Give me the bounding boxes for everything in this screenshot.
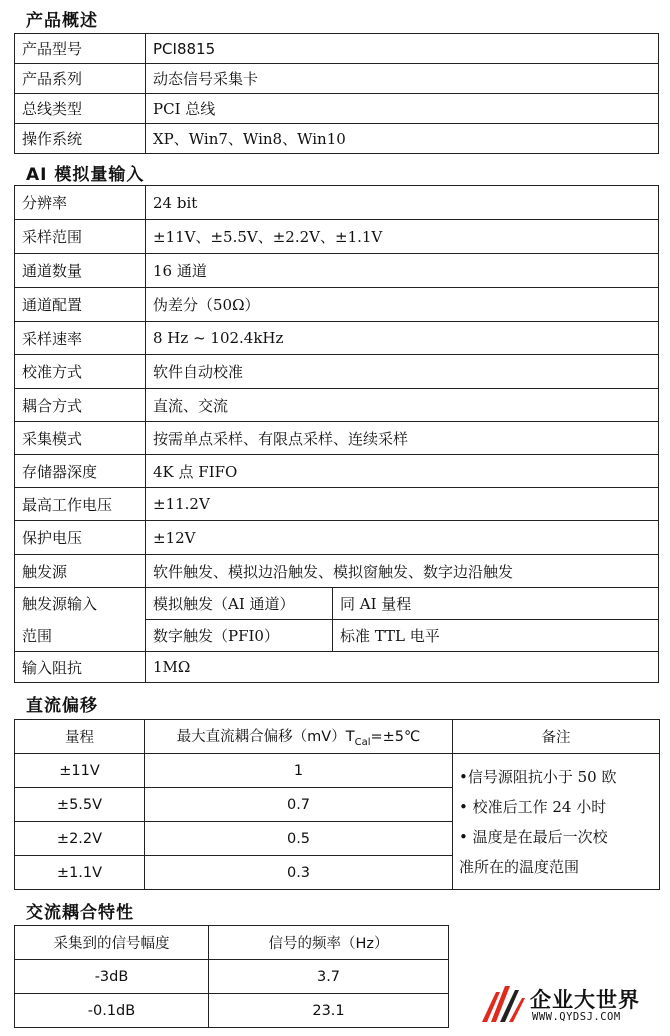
trigger-range-key-2: 范围: [15, 620, 146, 652]
table-row: [15, 994, 449, 1028]
logo-mark-icon: [478, 978, 528, 1028]
table-row: [15, 754, 660, 788]
ai-value: 8 Hz ~ 102.4kHz: [146, 322, 659, 355]
table-row: [15, 588, 659, 620]
ai-key: 采样速率: [15, 322, 146, 355]
ai-key: 通道数量: [15, 254, 146, 288]
overview-key: 产品系列: [15, 64, 146, 94]
trigger-range-cell: 同 AI 量程: [333, 588, 659, 620]
dc-range-cell: ±11V: [15, 754, 145, 788]
section-title-ai: AI 模拟量输入: [26, 165, 145, 185]
header-offset-sub: Cal: [354, 736, 371, 748]
section-title-ac: 交流耦合特性: [26, 903, 134, 923]
dc-offset-cell: 0.3: [145, 856, 453, 890]
dc-offset-table: [14, 719, 660, 890]
overview-value: 动态信号采集卡: [146, 64, 659, 94]
table-row: [15, 389, 659, 422]
table-row: [15, 124, 659, 154]
overview-key: 产品型号: [15, 34, 146, 64]
table-row: [15, 555, 659, 588]
ac-amp-cell: -0.1dB: [15, 994, 209, 1028]
trigger-range-cell: 标准 TTL 电平: [333, 620, 659, 652]
ai-key: 保护电压: [15, 521, 146, 555]
ac-freq-cell: 23.1: [209, 994, 449, 1028]
note-line: •信号源阻抗小于 50 欧: [459, 767, 617, 786]
table-header-row: [15, 720, 660, 754]
ai-value: 16 通道: [146, 254, 659, 288]
ai-value: ±12V: [146, 521, 659, 555]
ai-value: 1MΩ: [146, 652, 659, 683]
table-row: [15, 455, 659, 488]
overview-value: PCI8815: [146, 34, 659, 64]
table-row: [15, 960, 449, 994]
ai-table: [14, 185, 659, 683]
dc-range-cell: ±2.2V: [15, 822, 145, 856]
dc-range-cell: ±1.1V: [15, 856, 145, 890]
ai-key: 触发源: [15, 555, 146, 588]
header-note: 备注: [453, 720, 660, 754]
ai-value: ±11.2V: [146, 488, 659, 521]
ai-key: 采集模式: [15, 422, 146, 455]
note-line: 准所在的温度范围: [459, 857, 580, 876]
section-title-overview: 产品概述: [26, 11, 98, 31]
dc-note-cell: [453, 754, 660, 890]
ai-key: 采样范围: [15, 220, 146, 254]
table-row: [15, 94, 659, 124]
section-title-dc: 直流偏移: [26, 696, 98, 716]
ai-value: 伪差分（50Ω）: [146, 288, 659, 322]
ai-value: 直流、交流: [146, 389, 659, 422]
watermark-logo: [478, 978, 660, 1030]
ai-key: 校准方式: [15, 355, 146, 389]
table-row: [15, 64, 659, 94]
table-row: [15, 220, 659, 254]
ai-key: 最高工作电压: [15, 488, 146, 521]
header-range: 量程: [15, 720, 145, 754]
trigger-range-key-1: 触发源输入: [15, 588, 146, 620]
table-row: [15, 288, 659, 322]
table-row: [15, 186, 659, 220]
header-amplitude: 采集到的信号幅度: [15, 926, 209, 960]
header-offset-text: 最大直流耦合偏移（mV）T: [176, 729, 355, 746]
ai-key: 输入阻抗: [15, 652, 146, 683]
header-frequency: 信号的频率（Hz）: [209, 926, 449, 960]
table-row: [15, 422, 659, 455]
ai-key: 耦合方式: [15, 389, 146, 422]
ai-value: 4K 点 FIFO: [146, 455, 659, 488]
dc-range-cell: ±5.5V: [15, 788, 145, 822]
note-line: • 校准后工作 24 小时: [459, 797, 607, 816]
overview-key: 操作系统: [15, 124, 146, 154]
logo-url: WWW.QYDSJ.COM: [532, 1011, 621, 1023]
table-row: [15, 521, 659, 555]
ai-value: 软件触发、模拟边沿触发、模拟窗触发、数字边沿触发: [146, 555, 659, 588]
ac-freq-cell: 3.7: [209, 960, 449, 994]
ac-coupling-table: [14, 925, 449, 1028]
overview-value: PCI 总线: [146, 94, 659, 124]
header-offset-tail: =±5℃: [370, 729, 421, 746]
table-row: [15, 488, 659, 521]
header-offset: [145, 720, 453, 754]
dc-offset-cell: 0.5: [145, 822, 453, 856]
table-row: [15, 34, 659, 64]
dc-offset-cell: 1: [145, 754, 453, 788]
trigger-range-cell: 模拟触发（AI 通道）: [146, 588, 333, 620]
logo-name: 企业大世界: [530, 988, 640, 1012]
dc-offset-cell: 0.7: [145, 788, 453, 822]
overview-key: 总线类型: [15, 94, 146, 124]
overview-value: XP、Win7、Win8、Win10: [146, 124, 659, 154]
table-row: [15, 652, 659, 683]
table-row: [15, 322, 659, 355]
note-line: • 温度是在最后一次校: [459, 827, 608, 846]
table-row: [15, 254, 659, 288]
ai-key: 存储器深度: [15, 455, 146, 488]
table-row: [15, 355, 659, 389]
ai-value: ±11V、±5.5V、±2.2V、±1.1V: [146, 220, 659, 254]
overview-table: [14, 33, 659, 154]
table-row: [15, 620, 659, 652]
ai-key: 通道配置: [15, 288, 146, 322]
ai-value: 24 bit: [146, 186, 659, 220]
ai-value: 按需单点采样、有限点采样、连续采样: [146, 422, 659, 455]
ac-amp-cell: -3dB: [15, 960, 209, 994]
ai-key: 分辨率: [15, 186, 146, 220]
ai-value: 软件自动校准: [146, 355, 659, 389]
trigger-range-cell: 数字触发（PFI0）: [146, 620, 333, 652]
table-header-row: [15, 926, 449, 960]
